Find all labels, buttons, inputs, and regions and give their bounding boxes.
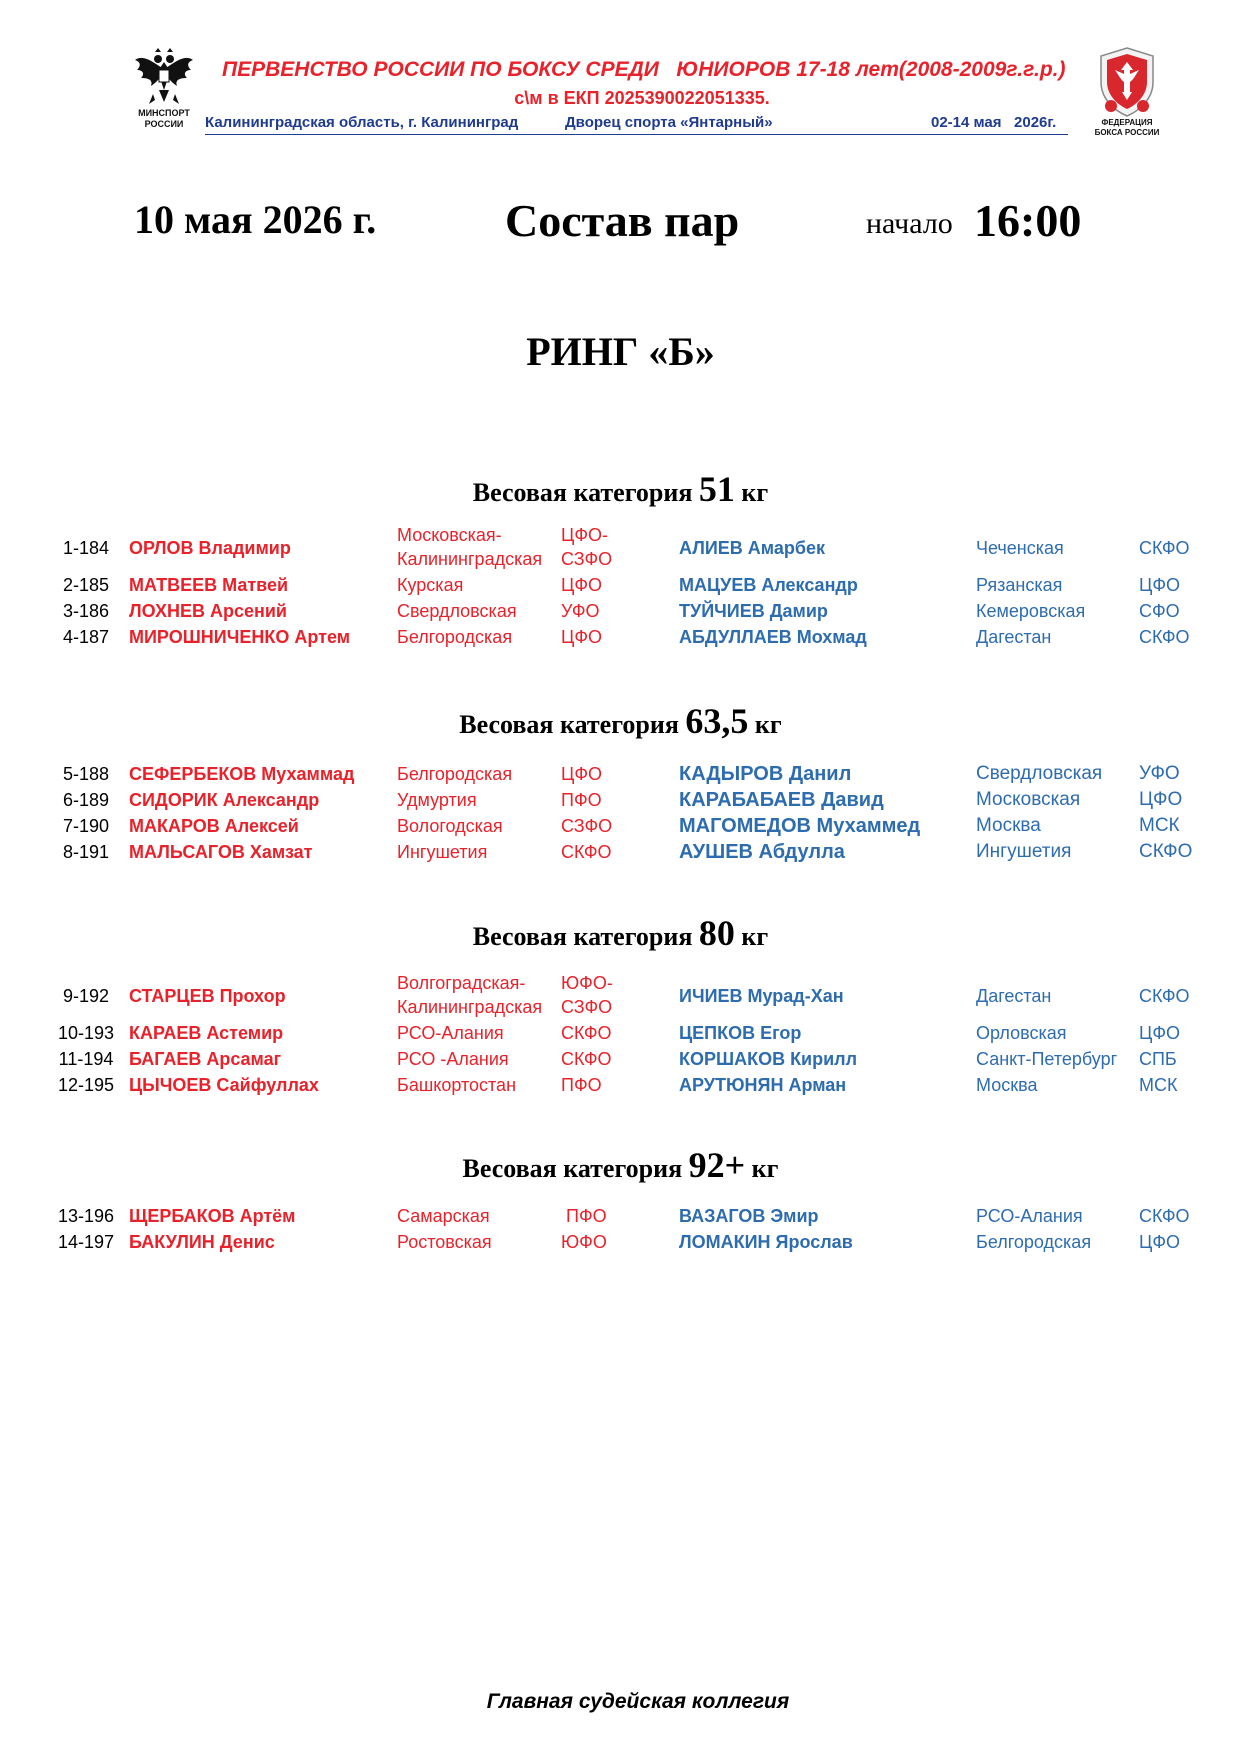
bout-date: 10 мая 2026 г. — [134, 197, 377, 242]
start-label: начало — [866, 207, 953, 240]
blue-corner-boxer: АУШЕВ Абдулла — [679, 841, 845, 863]
blue-corner-boxer: ТУЙЧИЕВ Дамир — [679, 601, 828, 621]
category-prefix: Весовая категория — [459, 710, 679, 739]
blue-corner-district: ЦФО — [1139, 789, 1183, 810]
red-corner-region: Белгородская — [397, 764, 513, 784]
championship-title: ПЕРВЕНСТВО РОССИИ ПО БОКСУ СРЕДИ ЮНИОРОВ 17-18 лет(2008-2009г.г.р.) — [222, 58, 1066, 81]
category-unit: кг — [754, 710, 782, 739]
blue-corner-boxer: КАРАБАБАЕВ Давид — [679, 789, 884, 811]
bout-row — [0, 839, 1241, 865]
page-title: Состав пар — [505, 195, 740, 246]
bout-row — [0, 973, 1241, 1017]
blue-corner-region: Московская — [976, 789, 1081, 810]
bout-number: 8-191 — [62, 842, 110, 862]
red-corner-boxer: СИДОРИК Александр — [129, 790, 320, 810]
federation-caption: ФЕДЕРАЦИЯ БОКСА РОССИИ — [1094, 118, 1160, 137]
bout-row — [0, 761, 1241, 787]
venue: Дворец спорта «Янтарный» — [565, 114, 773, 131]
blue-corner-boxer: АРУТЮНЯН Арман — [679, 1075, 847, 1095]
red-corner-region: Свердловская — [397, 601, 517, 621]
category-unit: кг — [741, 922, 769, 951]
blue-corner-region: Москва — [976, 1075, 1038, 1095]
red-corner-region: РСО -Алания — [397, 1049, 509, 1069]
category-weight: 80 — [698, 913, 735, 953]
blue-corner-boxer: КОРШАКОВ Кирилл — [679, 1049, 858, 1069]
blue-corner-district: ЦФО — [1139, 575, 1181, 595]
start-time: 16:00 — [974, 195, 1082, 246]
bout-row — [0, 598, 1241, 624]
bout-number: 3-186 — [62, 601, 110, 621]
bout-number: 11-194 — [58, 1049, 114, 1069]
bout-number: 7-190 — [62, 816, 110, 836]
bout-row — [0, 525, 1241, 569]
bout-number: 12-195 — [57, 1075, 115, 1095]
red-corner-district: СЗФО — [561, 816, 613, 836]
eagle-emblem-icon — [131, 48, 197, 108]
bout-number: 6-189 — [62, 790, 110, 810]
blue-corner-region: Дагестан — [976, 986, 1052, 1006]
category-unit: кг — [751, 1154, 779, 1183]
blue-corner-district: СФО — [1139, 601, 1180, 621]
blue-corner-district: ЦФО — [1139, 1023, 1181, 1043]
red-corner-boxer: МАКАРОВ Алексей — [129, 816, 299, 836]
category-weight: 63,5 — [685, 701, 749, 741]
ekp-number: с\м в ЕКП 2025390022051335. — [514, 88, 770, 108]
red-corner-boxer: КАРАЕВ Астемир — [129, 1023, 284, 1043]
bout-number: 4-187 — [62, 627, 110, 647]
blue-corner-boxer: МАЦУЕВ Александр — [679, 575, 858, 595]
bout-number: 10-193 — [57, 1023, 115, 1043]
bout-row — [0, 1020, 1241, 1046]
bout-row — [0, 813, 1241, 839]
red-corner-region: Самарская — [397, 1206, 490, 1226]
red-corner-district: СКФО — [561, 1023, 612, 1043]
minsport-logo — [128, 48, 200, 130]
bout-row — [0, 624, 1241, 650]
red-corner-region: Ингушетия — [397, 842, 488, 862]
boxing-federation-logo — [1085, 46, 1169, 138]
ring-label: РИНГ «Б» — [526, 329, 715, 374]
bout-number: 5-188 — [62, 764, 110, 784]
bout-row — [0, 787, 1241, 813]
blue-corner-district: МСК — [1139, 815, 1180, 836]
red-corner-district: ЦФО — [561, 764, 603, 784]
blue-corner-region: Кемеровская — [976, 601, 1086, 621]
red-corner-district: СКФО — [561, 1049, 612, 1069]
red-corner-region: Удмуртия — [397, 790, 477, 810]
blue-corner-region: РСО-Алания — [976, 1206, 1083, 1226]
blue-corner-region: Свердловская — [976, 763, 1103, 784]
blue-corner-region: Рязанская — [976, 575, 1063, 595]
blue-corner-district: МСК — [1139, 1075, 1178, 1095]
blue-corner-district: СПБ — [1139, 1049, 1177, 1069]
bout-row — [0, 572, 1241, 598]
red-corner-district: ЮФО- СЗФО — [561, 973, 613, 1017]
event-dates: 02-14 мая 2026г. — [931, 114, 1057, 131]
red-corner-boxer: БАГАЕВ Арсамаг — [129, 1049, 282, 1069]
red-corner-region: Башкортостан — [397, 1075, 517, 1095]
category-prefix: Весовая категория — [462, 1154, 683, 1183]
minsport-caption: МИНСПОРТ РОССИИ — [138, 108, 190, 129]
blue-corner-boxer: ЛОМАКИН Ярослав — [679, 1232, 853, 1252]
bout-number: 9-192 — [62, 986, 110, 1006]
red-corner-boxer: ОРЛОВ Владимир — [129, 538, 291, 558]
red-corner-district: ЦФО- СЗФО — [561, 525, 613, 569]
blue-corner-region: Орловская — [976, 1023, 1067, 1043]
red-corner-boxer: СЕФЕРБЕКОВ Мухаммад — [129, 764, 355, 784]
red-corner-boxer: СТАРЦЕВ Прохор — [129, 986, 286, 1006]
red-corner-district: ПФО — [561, 1075, 602, 1095]
red-corner-district: ПФО — [561, 790, 602, 810]
red-corner-region: Курская — [397, 575, 464, 595]
weight-category-heading — [0, 912, 1241, 954]
blue-corner-region: Белгородская — [976, 1232, 1092, 1252]
red-corner-region: Ростовская — [397, 1232, 492, 1252]
blue-corner-boxer: ЦЕПКОВ Егор — [679, 1023, 802, 1043]
blue-corner-boxer: ИЧИЕВ Мурад-Хан — [679, 986, 844, 1006]
red-corner-district: ЦФО — [561, 575, 603, 595]
location-line — [205, 114, 1068, 135]
blue-corner-boxer: ВАЗАГОВ Эмир — [679, 1206, 819, 1226]
red-corner-region: Волгоградская- Калининградская — [397, 973, 543, 1017]
red-corner-boxer: ЦЫЧОЕВ Сайфуллах — [129, 1075, 319, 1095]
red-corner-region: Вологодская — [397, 816, 503, 836]
red-corner-district: ПФО — [561, 1206, 607, 1226]
bout-row — [0, 1229, 1241, 1255]
red-corner-district: УФО — [561, 601, 600, 621]
red-corner-district: ЮФО — [561, 1232, 607, 1252]
red-corner-boxer: МАЛЬСАГОВ Хамзат — [129, 842, 313, 862]
bout-number: 13-196 — [57, 1206, 115, 1226]
weight-category-heading — [0, 468, 1241, 510]
bout-number: 2-185 — [62, 575, 110, 595]
location: Калининградская область, г. Калининград — [205, 114, 519, 131]
blue-corner-region: Санкт-Петербург — [976, 1049, 1118, 1069]
red-corner-boxer: ЛОХНЕВ Арсений — [129, 601, 287, 621]
blue-corner-district: СКФО — [1139, 627, 1190, 647]
blue-corner-boxer: АБДУЛЛАЕВ Мохмад — [679, 627, 867, 647]
category-prefix: Весовая категория — [472, 478, 693, 507]
blue-corner-district: СКФО — [1139, 1206, 1190, 1226]
weight-category-heading — [0, 700, 1241, 742]
bout-row — [0, 1203, 1241, 1229]
red-corner-boxer: МАТВЕЕВ Матвей — [129, 575, 289, 595]
blue-corner-boxer: АЛИЕВ Амарбек — [679, 538, 826, 558]
category-unit: кг — [741, 478, 769, 507]
blue-corner-boxer: КАДЫРОВ Данил — [679, 763, 852, 785]
red-corner-region: Белгородская — [397, 627, 513, 647]
blue-corner-district: СКФО — [1139, 841, 1193, 862]
red-corner-district: СКФО — [561, 842, 612, 862]
weight-category-heading — [0, 1144, 1241, 1186]
federation-emblem-icon — [1097, 46, 1157, 118]
blue-corner-district: ЦФО — [1139, 1232, 1181, 1252]
red-corner-boxer: БАКУЛИН Денис — [129, 1232, 275, 1252]
bout-number: 14-197 — [57, 1232, 115, 1252]
red-corner-district: ЦФО — [561, 627, 603, 647]
red-corner-region: РСО-Алания — [397, 1023, 504, 1043]
blue-corner-district: УФО — [1139, 763, 1180, 784]
category-prefix: Весовая категория — [472, 922, 693, 951]
bout-number: 1-184 — [62, 538, 110, 558]
blue-corner-region: Чеченская — [976, 538, 1064, 558]
category-weight: 92+ — [688, 1145, 746, 1185]
red-corner-boxer: МИРОШНИЧЕНКО Артем — [129, 627, 351, 647]
blue-corner-region: Москва — [976, 815, 1041, 836]
footer-signature: Главная судейская коллегия — [486, 1690, 790, 1713]
bout-row — [0, 1072, 1241, 1098]
red-corner-boxer: ЩЕРБАКОВ Артём — [129, 1206, 296, 1226]
blue-corner-district: СКФО — [1139, 986, 1190, 1006]
blue-corner-region: Ингушетия — [976, 841, 1072, 862]
blue-corner-region: Дагестан — [976, 627, 1052, 647]
blue-corner-boxer: МАГОМЕДОВ Мухаммед — [679, 815, 921, 837]
red-corner-region: Московская- Калининградская — [397, 525, 543, 569]
category-weight: 51 — [698, 469, 735, 509]
blue-corner-district: СКФО — [1139, 538, 1190, 558]
bout-row — [0, 1046, 1241, 1072]
